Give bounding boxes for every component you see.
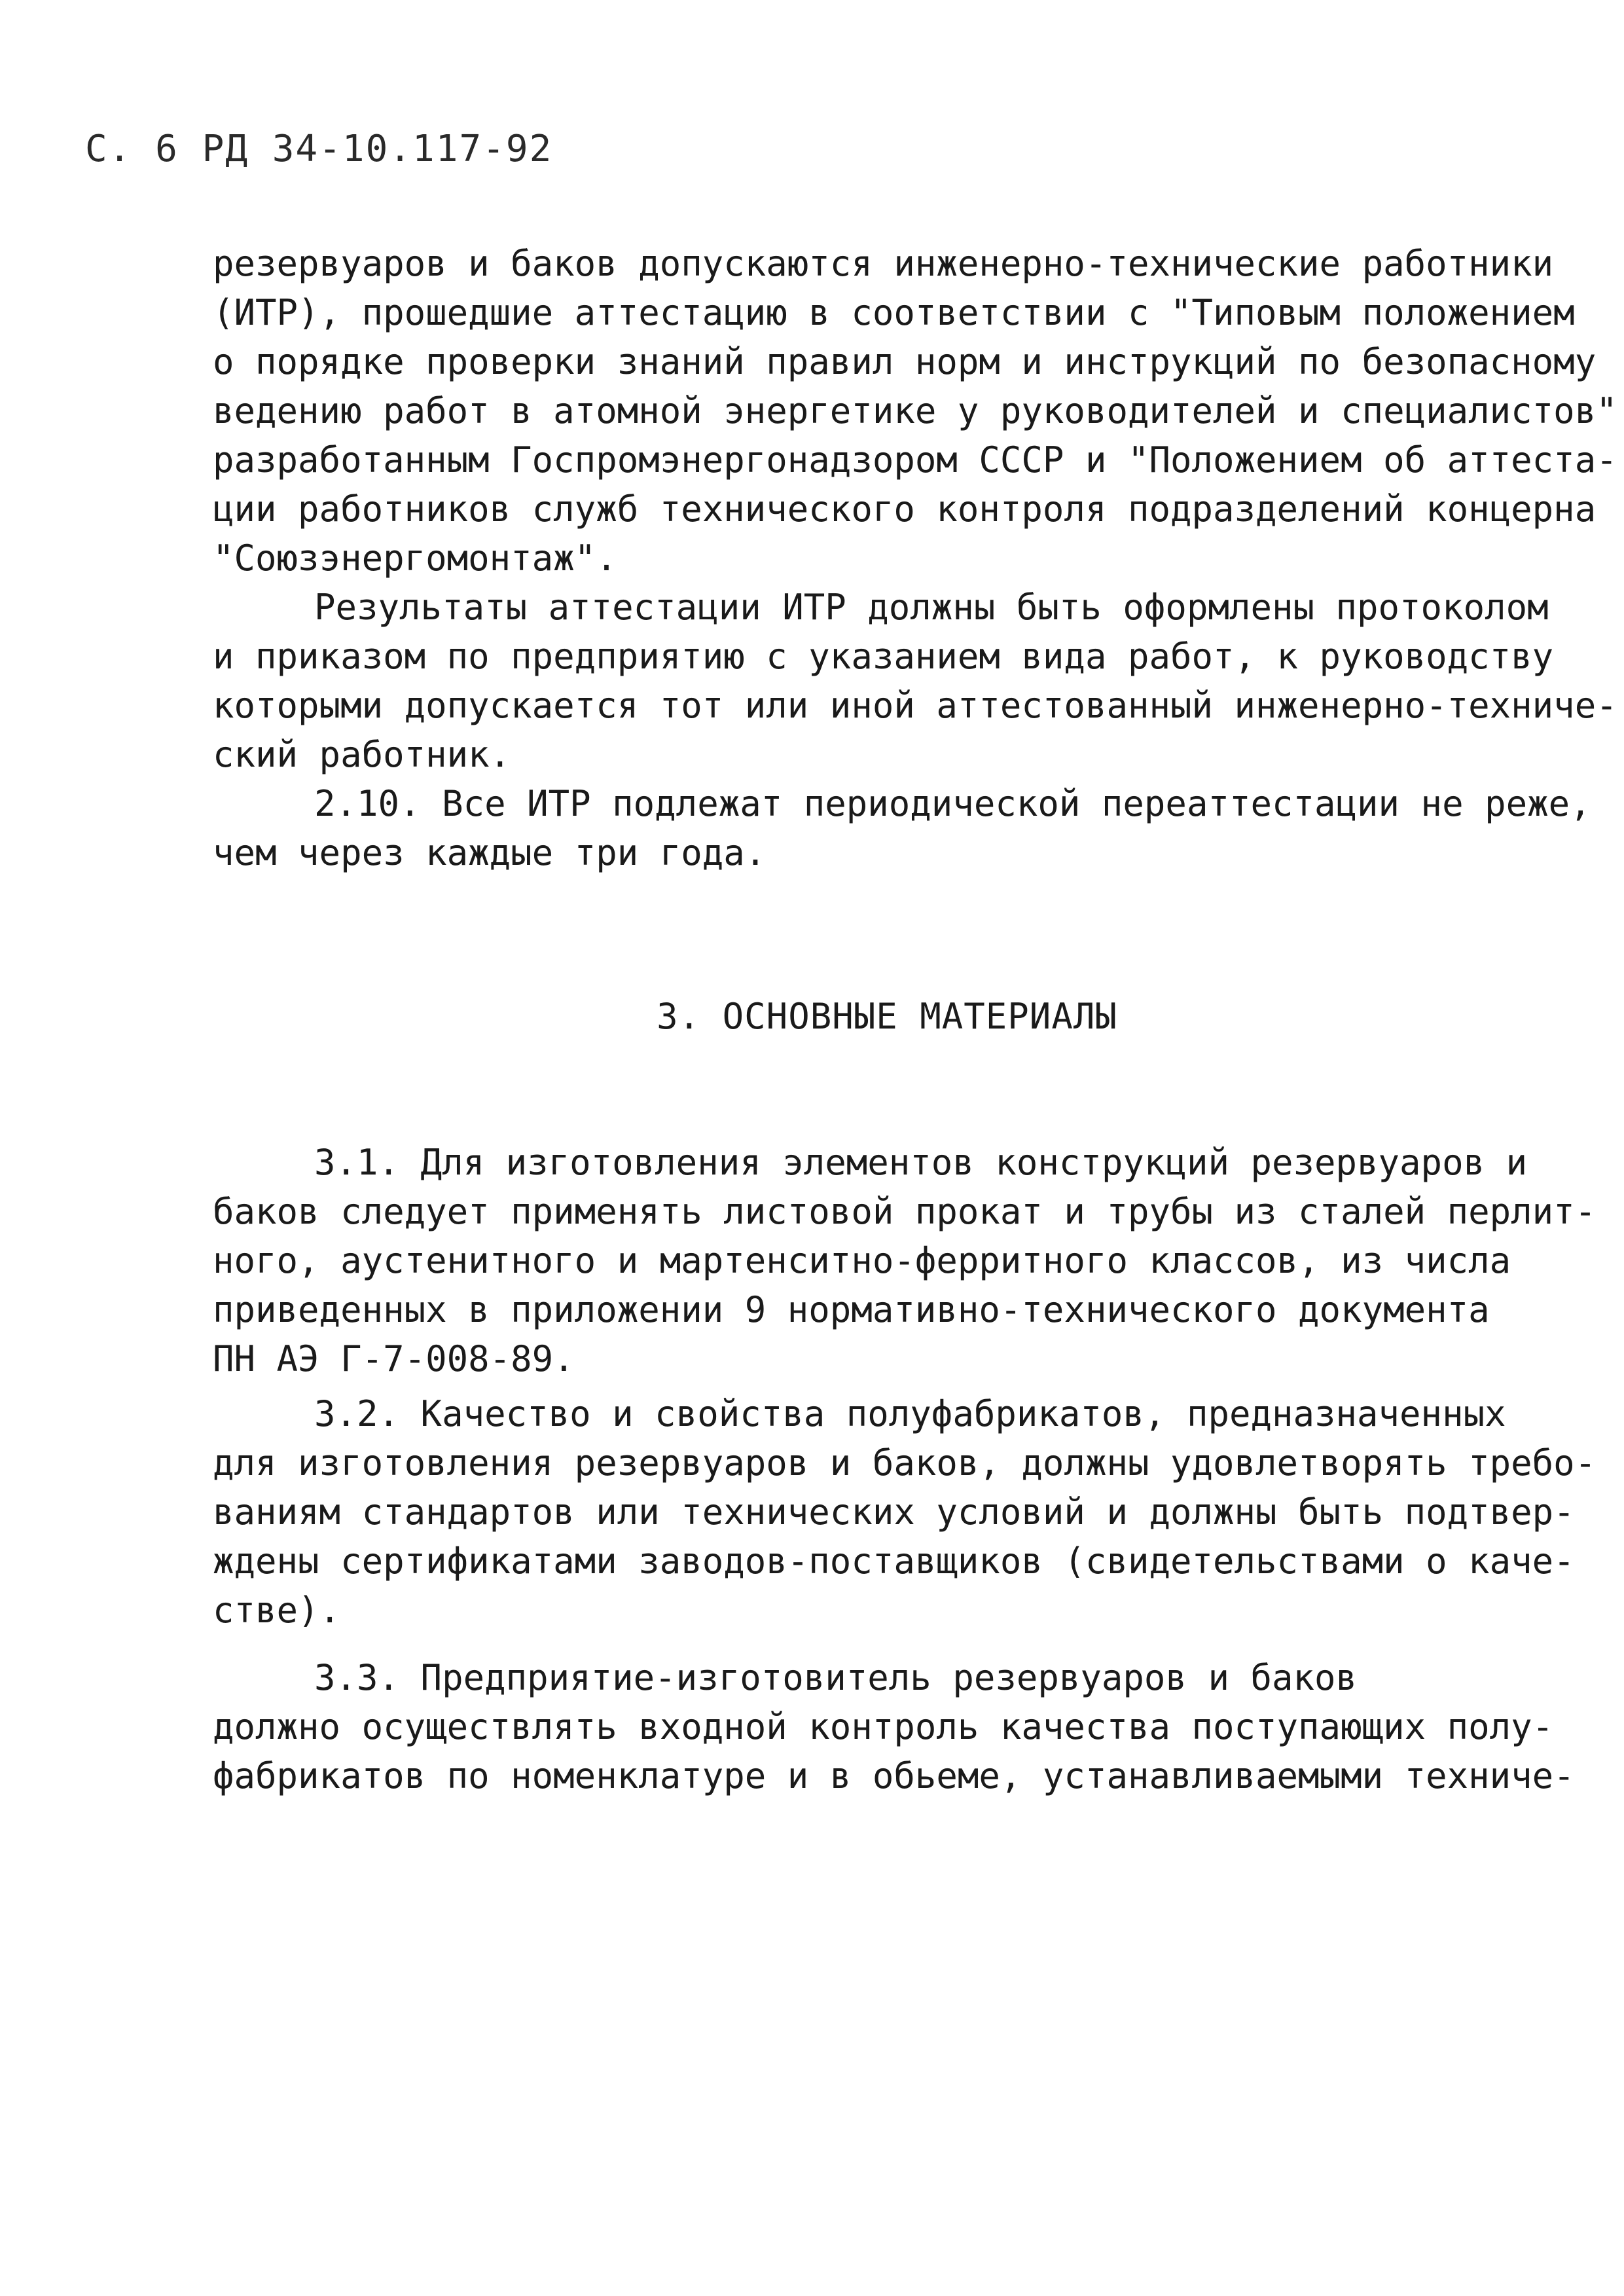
clause-2-10: 2.10. Все ИТР подлежат периодической переаттестации не реже, xyxy=(314,783,1591,824)
text-line: "Союзэнергомонтаж". xyxy=(213,538,617,579)
text-line: разработанным Госпромэнергонадзором СССР и "Положением об аттеста- xyxy=(213,439,1617,481)
clause-3-3 xyxy=(213,1653,1575,1800)
text-line: которыми допускается тот или иной аттестованный инженерно-техниче- xyxy=(213,685,1617,726)
text-line: резервуаров и баков допускаются инженерно-технические работники xyxy=(213,243,1554,284)
section-title: 3. ОСНОВНЫЕ МАТЕРИАЛЫ xyxy=(657,996,1117,1037)
text-line: о порядке проверки знаний правил норм и инструкций по безопасному xyxy=(213,341,1597,382)
text-line: приведенных в приложении 9 нормативно-технического документа xyxy=(213,1289,1490,1330)
text-line: и приказом по предприятию с указанием вида работ, к руководству xyxy=(213,636,1554,677)
text-line: ский работник. xyxy=(213,734,511,775)
text-line: для изготовления резервуаров и баков, должны удовлетворять требо- xyxy=(213,1442,1597,1484)
text-line: (ИТР), прошедшие аттестацию в соответствии с "Типовым положением xyxy=(213,292,1575,333)
text-line: фабрикатов по номенклатуре и в обьеме, устанавливаемыми техниче- xyxy=(213,1755,1575,1796)
text-line: ведению работ в атомной энергетике у руководителей и специалистов" xyxy=(213,390,1617,431)
text-line: ждены сертификатами заводов-поставщиков (свидетельствами о каче- xyxy=(213,1540,1575,1582)
clause-3-2 xyxy=(213,1389,1597,1635)
text-line: баков следует применять листовой прокат и трубы из сталей перлит- xyxy=(213,1191,1597,1232)
text-line: Результаты аттестации ИТР должны быть оформлены протоколом xyxy=(314,587,1549,628)
text-line: должно осуществлять входной контроль качества поступающих полу- xyxy=(213,1706,1554,1747)
text-line: ваниям стандартов или технических условий и должны быть подтвер- xyxy=(213,1491,1575,1533)
text-line: ции работников служб технического контроля подразделений концерна xyxy=(213,488,1597,530)
text-line: стве). xyxy=(213,1590,341,1631)
text-line: 3.2. Качество и свойства полуфабрикатов, предназначенных xyxy=(314,1393,1506,1434)
paragraph-itr-certification xyxy=(213,239,1617,877)
text-line: чем через каждые три года. xyxy=(213,832,767,873)
clause-3-1 xyxy=(213,1138,1597,1383)
text-line: 3.1. Для изготовления элементов конструкций резервуаров и xyxy=(314,1142,1528,1183)
text-line: ного, аустенитного и мартенситно-ферритного классов, из числа xyxy=(213,1240,1511,1281)
text-line: 3.3. Предприятие-изготовитель резервуаров и баков xyxy=(314,1657,1358,1698)
page-header: С. 6 РД 34-10.117-92 xyxy=(85,128,553,170)
text-line: ПН АЭ Г-7-008-89. xyxy=(213,1338,575,1379)
